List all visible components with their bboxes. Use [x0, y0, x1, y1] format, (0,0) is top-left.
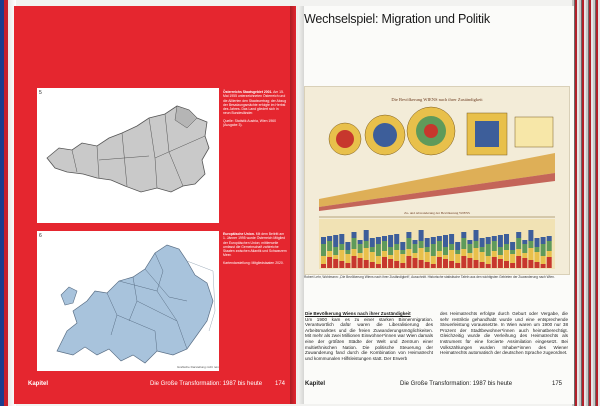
caption-6-text: Mit dem Beitritt am 1. Jänner 1995 wurde Österreich Mitglied der Europäischen Union; mittlerweile umfasst die Gemeinschaft zahlreiche Staaten zwischen Atlantik und Schwarzem Meer. — [223, 232, 287, 258]
plate-bar-segment — [547, 251, 552, 257]
column-title: Die Bevölkerung Wiens nach ihrer Zuständigkeit — [305, 311, 411, 316]
plate-bar-segment — [437, 257, 442, 268]
plate-bar-segment — [333, 247, 338, 255]
plate-bar-segment — [461, 256, 466, 268]
plate-bar-segment — [474, 248, 479, 260]
plate-bar-segment — [339, 244, 344, 250]
plate-bar-segment — [419, 241, 424, 248]
plate-bar-segment — [516, 249, 521, 256]
plate-bar-segment — [449, 244, 454, 250]
plate-bar-segment — [467, 258, 472, 268]
plate-bar-segment — [461, 249, 466, 256]
plate-bar-segment — [547, 236, 552, 241]
caption-figure-5 — [223, 90, 287, 127]
circle-diagrams — [329, 107, 455, 155]
caption-6-title: Europäische Union. — [223, 232, 255, 236]
plate-bar-segment — [382, 236, 387, 241]
plate-bar-segment — [504, 244, 509, 250]
plate-bar-segment — [327, 236, 332, 241]
plate-bar-segment — [370, 262, 375, 268]
plate-bar-segment — [492, 241, 497, 251]
footer-title-left: Die Große Transformation: 1987 bis heute — [150, 381, 263, 387]
plate-bar-segment — [321, 244, 326, 256]
plate-bar-segment — [352, 256, 357, 268]
plate-bar-segment — [400, 254, 405, 263]
plate-bar-segment — [406, 249, 411, 256]
plate-bar-segment — [528, 260, 533, 268]
plate-bar-segment — [345, 250, 350, 254]
plate-bar-segment — [376, 244, 381, 256]
plate-bar-segment — [339, 234, 344, 244]
plate-bar-segment — [382, 257, 387, 268]
plate-bar-segment — [406, 238, 411, 249]
plate-bar-segment — [321, 264, 326, 268]
plate-bar-segment — [516, 232, 521, 238]
plate-bar-segment — [437, 251, 442, 257]
plate-bar-segment — [321, 256, 326, 264]
plate-bar-segment — [370, 238, 375, 247]
page-number-left: 174 — [275, 381, 286, 387]
plate-bar-segment — [498, 255, 503, 259]
plate-bar-segment — [358, 253, 363, 258]
plate-bar-segment — [333, 259, 338, 268]
plate-bar-segment — [431, 256, 436, 264]
plate-bar-segment — [443, 259, 448, 268]
historic-chart-plate — [304, 86, 570, 275]
plate-bar-segment — [425, 238, 430, 247]
plate-bar-segment — [535, 238, 540, 247]
figure-number-6: 6 — [39, 233, 42, 239]
plate-bar-segment — [352, 232, 357, 238]
column-2-text: des Heimatrechts erfolgte durch Geburt oder Vergabe, die sehr restriktiv gehandhabt wurde und eine entsprechende Steuerleistung voraussetzte. In Wien waren um 1900 nur 38 Prozent der Stadtbewohner*innen auch heimatberechtigt. Gleichzeitig wurde die Verleihung des Heimatrechts als Instrument für eine forcierte Assimilation eingesetzt. Bei Volkszählungen wurden Inhaber*innen des Wiener Heimatrechts automatisch der deutschen Sprache zugeordnet. — [440, 311, 568, 356]
plate-bar-segment — [345, 263, 350, 268]
plate-bar-segment — [535, 252, 540, 262]
plate-bar-segment — [504, 234, 509, 244]
plate-bar-segment — [474, 260, 479, 268]
caption-5-text: Am 15. Mai 1955 unterzeichneten Österreich und die Alliierten den Staatsvertrag; der Abzug der Besatzungsmächte erfolgte im Herbst des Jahres. Das Land gliedert sich in neun Bundesländer. — [223, 90, 287, 116]
plate-bar-segment — [522, 253, 527, 258]
footer-chapter-left: Kapitel — [28, 381, 49, 387]
figure-number-5: 5 — [39, 90, 42, 96]
plate-bar-segment — [455, 250, 460, 254]
plate-bar-segment — [492, 251, 497, 257]
plate-bar-segment — [528, 248, 533, 260]
plate-bar-segment — [370, 252, 375, 262]
body-column-2 — [440, 311, 568, 356]
plate-bar-segment — [455, 263, 460, 268]
plate-bar-segment — [504, 261, 509, 268]
plate-bar-segment — [541, 264, 546, 268]
plate-bar-segment — [419, 260, 424, 268]
page-heading: Wechselspiel: Migration und Politik — [304, 12, 490, 26]
plate-bar-segment — [480, 262, 485, 268]
plate-bar-segment — [327, 257, 332, 268]
plate-bar-segment — [413, 240, 418, 244]
plate-bar-segment — [339, 261, 344, 268]
plate-bar-segment — [510, 242, 515, 250]
plate-bar-segment — [522, 244, 527, 253]
plate-bar-segment — [486, 264, 491, 268]
plate-bar-segment — [547, 241, 552, 251]
plate-bar-segment — [516, 238, 521, 249]
caption-5-title: Österreichs Staatsgebiet 2001. — [223, 90, 273, 94]
plate-bar-segment — [541, 256, 546, 264]
plate-bar-segment — [364, 248, 369, 260]
plate-bar-segment — [388, 259, 393, 268]
plate-bar-segment — [498, 247, 503, 255]
plate-bar-segment — [382, 251, 387, 257]
historic-chart — [305, 87, 569, 274]
plate-bar-segment — [382, 241, 387, 251]
footer-title-right: Die Große Transformation: 1987 bis heute — [400, 381, 513, 387]
plate-bar-segment — [467, 253, 472, 258]
plate-bar-segment — [480, 238, 485, 247]
plate-bar-segment — [528, 230, 533, 241]
plate-bar-segment — [345, 254, 350, 263]
plate-bar-segment — [376, 256, 381, 264]
plate-bar-segment — [498, 259, 503, 268]
plate-bar-segment — [541, 237, 546, 244]
plate-bar-segment — [345, 242, 350, 250]
map-note: Grafische Darstellung nicht rein — [177, 365, 219, 369]
plate-bar-segment — [394, 234, 399, 244]
plate-bar-segment — [413, 253, 418, 258]
plate-bar-segment — [419, 248, 424, 260]
plate-bar-segment — [370, 247, 375, 252]
plate-bar-segment — [547, 257, 552, 268]
caption-figure-6 — [223, 232, 287, 265]
plate-bar-segment — [388, 255, 393, 259]
plate-bar-segment — [358, 240, 363, 244]
plate-bar-segment — [480, 247, 485, 252]
plate-bar-segment — [394, 261, 399, 268]
plate-bar-segment — [425, 262, 430, 268]
plate-bar-segment — [522, 258, 527, 268]
plate-bar-segment — [425, 247, 430, 252]
caption-5-source: Quelle: Statistik Austria, Wien 1960 (Ausgabe 3). — [223, 118, 276, 128]
plate-bar-segment — [443, 235, 448, 247]
plate-bar-segment — [388, 235, 393, 247]
plate-bar-segment — [358, 244, 363, 253]
plate-caption: Robert Lehr, Wohlmann: „Die Bevölkerung Wiens nach ihrer Zuständigkeit“, Ausschnitt. Historische statistische Tafeln aus den wichtigsten Gebieten der Zuwanderung nach Wien. — [304, 275, 555, 279]
book-edge-right — [572, 0, 600, 406]
plate-bar-segment — [327, 251, 332, 257]
plate-bar-segment — [364, 230, 369, 241]
plate-bar-segment — [486, 237, 491, 244]
plate-bar-segment — [431, 244, 436, 256]
austria-map-panel — [37, 88, 219, 223]
plate-bar-segment — [455, 242, 460, 250]
europe-map — [37, 231, 219, 371]
plate-bar-segment — [492, 257, 497, 268]
plate-bar-segment — [400, 242, 405, 250]
austria-map — [37, 88, 219, 223]
plate-bar-segment — [406, 256, 411, 268]
plate-bar-segment — [437, 236, 442, 241]
plate-bar-segment — [455, 254, 460, 263]
plate-bar-segment — [443, 255, 448, 259]
plate-bar-segment — [516, 256, 521, 268]
plate-bar-segment — [400, 250, 405, 254]
plate-bar-segment — [461, 238, 466, 249]
europe-map-panel — [37, 231, 219, 371]
plate-bar-segment — [486, 256, 491, 264]
caption-6-source: Kartendarstellung: Mitgliedstaaten 2020. — [223, 260, 284, 265]
plate-bar-segment — [480, 252, 485, 262]
plate-bar-segment — [449, 234, 454, 244]
plate-bar-segment — [413, 258, 418, 268]
plate-bar-segment — [522, 240, 527, 244]
plate-bar-segment — [504, 250, 509, 261]
plate-title: Die Bevölkerung WIENS nach ihrer Zuständigkeit — [391, 97, 483, 102]
page-number-right: 175 — [552, 381, 563, 387]
plate-bar-segment — [364, 260, 369, 268]
plate-bar-segment — [437, 241, 442, 251]
plate-bar-segment — [467, 244, 472, 253]
plate-bar-segment — [510, 254, 515, 263]
plate-bar-segment — [352, 238, 357, 249]
plate-bar-segment — [541, 244, 546, 256]
footer-chapter-right: Kapitel — [305, 381, 326, 387]
plate-subtitle: Zu- und Abwanderung der Bevölkerung WIENS — [404, 211, 470, 215]
book-gutter — [290, 6, 304, 404]
body-column-1 — [305, 311, 433, 361]
plate-bar-segment — [474, 230, 479, 241]
plate-bar-segment — [352, 249, 357, 256]
plate-bar-segment — [467, 240, 472, 244]
plate-bar-segment — [388, 247, 393, 255]
plate-bar-segment — [528, 241, 533, 248]
plate-bar-segment — [431, 237, 436, 244]
plate-bar-segment — [535, 262, 540, 268]
plate-bar-segment — [394, 244, 399, 250]
plate-bar-segment — [510, 263, 515, 268]
plate-bar-segment — [492, 236, 497, 241]
plate-bar-segment — [327, 241, 332, 251]
plate-bar-segment — [510, 250, 515, 254]
plate-bar-segment — [461, 232, 466, 238]
plate-bar-segment — [419, 230, 424, 241]
plate-bar-segment — [376, 237, 381, 244]
column-1-text: Um 1900 kam es zu einer starken Binnenmigration. Verantwortlich dafür waren die Liberalisierung des Arbeitsmarktes und die freien Zuwanderungsmöglichkeiten. Mit mehr als zwei Millionen Einwohner*innen war Wien damals eine der größten Städte der Welt und Zentrum einer multiethnischen Nation. Die politische Steuerung der Zuwanderung fand durch die Kombination von Heimatrecht und kommunalen Hilfsleistungen statt. Der Erwerb — [305, 316, 433, 361]
plate-bar-segment — [333, 235, 338, 247]
plate-bar-segment — [425, 252, 430, 262]
plate-bar-segment — [400, 263, 405, 268]
plate-bar-segment — [431, 264, 436, 268]
plate-bar-segment — [358, 258, 363, 268]
plate-bar-segment — [413, 244, 418, 253]
plate-bar-segment — [535, 247, 540, 252]
plate-bar-segment — [449, 250, 454, 261]
plate-bar-segment — [474, 241, 479, 248]
plate-bar-segment — [406, 232, 411, 238]
plate-bar-segment — [364, 241, 369, 248]
plate-bar-segment — [321, 237, 326, 244]
plate-bar-segment — [498, 235, 503, 247]
plate-bar-segment — [449, 261, 454, 268]
plate-bar-segment — [394, 250, 399, 261]
plate-bar-segment — [443, 247, 448, 255]
plate-bar-segment — [376, 264, 381, 268]
plate-bar-segment — [486, 244, 491, 256]
plate-bar-segment — [339, 250, 344, 261]
plate-bar-segment — [333, 255, 338, 259]
